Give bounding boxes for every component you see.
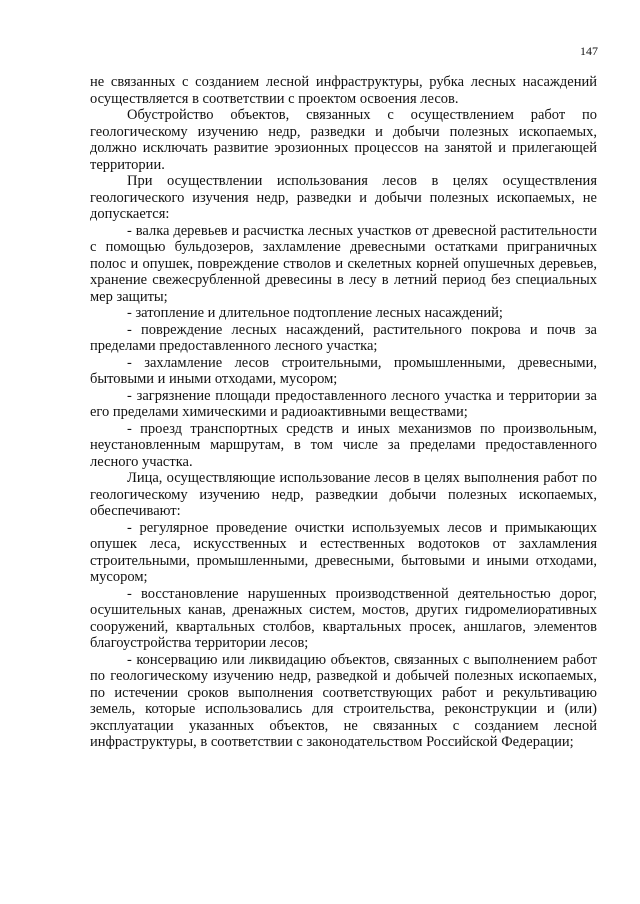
page-number: 147	[580, 44, 598, 58]
list-item: - валка деревьев и расчистка лесных участков от древесной растительности с помощью бульдозеров, захламление древесными остатками приграничных полос и опушек, повреждение стволов и скелетных корней опушечных деревьев, хранение свежесрубленной древесины в лесу в летний период без специальных мер защиты;	[90, 222, 597, 305]
list-item: - захламление лесов строительными, промышленными, древесными, бытовыми и иными отходами, мусором;	[90, 354, 597, 387]
paragraph: Обустройство объектов, связанных с осуществлением работ по геологическому изучению недр, разведки и добычи полезных ископаемых, должно исключать развитие эрозионных процессов на занятой и прилегающей территории.	[90, 107, 597, 173]
list-item: - загрязнение площади предоставленного лесного участка и территории за его пределами химическими и радиоактивными веществами;	[90, 387, 597, 420]
list-item: - проезд транспортных средств и иных механизмов по произвольным, неустановленным маршрутам, в том числе за пределами предоставленного лесного участка.	[90, 420, 597, 470]
list-item: - затопление и длительное подтопление лесных насаждений;	[127, 305, 503, 321]
paragraph: не связанных с созданием лесной инфраструктуры, рубка лесных насаждений осуществляется в соответствии с проектом освоения лесов.	[90, 74, 597, 107]
paragraph: При осуществлении использования лесов в целях осуществления геологического изучения недр, разведки и добычи полезных ископаемых, не допускается:	[90, 173, 597, 222]
list-item: - регулярное проведение очистки используемых лесов и примыкающих опушек леса, искусственных и естественных водотоков от захламления строительными, промышленными, древесными, бытовыми и иными отходами, мусором;	[90, 519, 597, 585]
paragraph: Лица, осуществляющие использование лесов в целях выполнения работ по геологическому изучению недр, разведкии добычи полезных ископаемых, обеспечивают:	[90, 470, 597, 519]
list-item: - восстановление нарушенных производственной деятельностью дорог, осушительных канав, дренажных систем, мостов, других гидромелиоративных сооружений, квартальных столбов, квартальных просек, аншлагов, элементов благоустройства территории лесов;	[90, 585, 597, 651]
list-item: - повреждение лесных насаждений, растительного покрова и почв за пределами предоставленного лесного участка;	[90, 321, 597, 354]
body-text	[90, 74, 597, 751]
list-item: - консервацию или ликвидацию объектов, связанных с выполнением работ по геологическому изучению недр, разведкой и добычей полезных ископаемых, по истечении сроков выполнения соответствующих работ и рекультивацию земель, которые использовались для строительства, реконструкции и (или) эксплуатации указанных объектов, не связанных с созданием лесной инфраструктуры, в соответствии с законодательством Российской Федерации;	[90, 651, 597, 750]
